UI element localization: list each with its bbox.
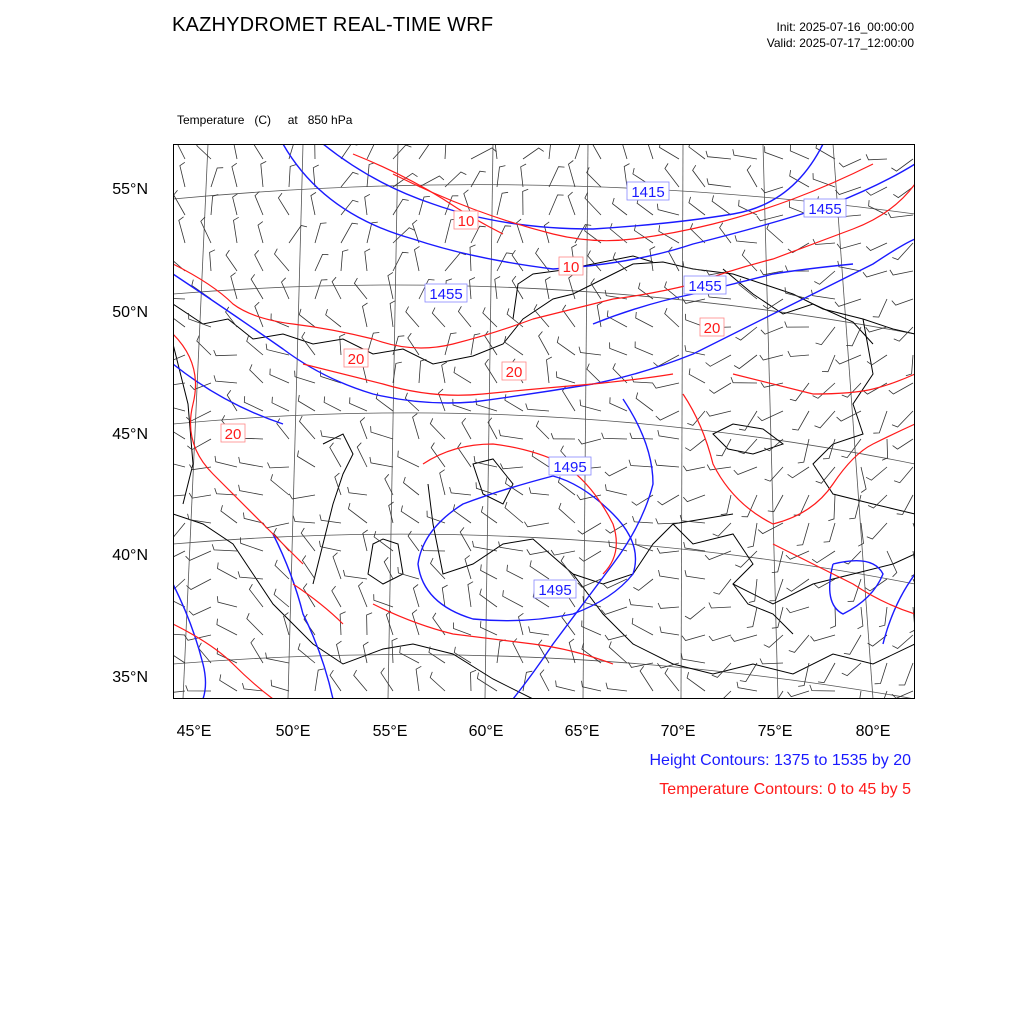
height-label-1455-w — [425, 284, 467, 303]
run-times — [767, 19, 914, 51]
height-label-1495-n — [549, 457, 591, 476]
svg-text:1455: 1455 — [688, 278, 722, 295]
valid-time: Valid: 2025-07-17_12:00:00 — [766, 36, 914, 50]
weather-map — [173, 144, 915, 699]
height-contour-legend: Height Contours: 1375 to 1535 by 20 — [649, 752, 911, 769]
lon-label-45: 45°E — [176, 723, 212, 740]
height-label-1495-s — [534, 580, 576, 599]
map-title: KAZHYDROMET REAL-TIME WRF — [172, 14, 494, 36]
temp-label-20-ne — [700, 318, 724, 337]
temp-label-10-w — [454, 211, 478, 230]
svg-text:1455: 1455 — [429, 286, 463, 303]
lat-label-40: 40°N — [112, 547, 148, 564]
temperature-contour-legend: Temperature Contours: 0 to 45 by 5 — [659, 781, 911, 798]
lon-label-75: 75°E — [757, 723, 793, 740]
lon-label-65: 65°E — [564, 723, 600, 740]
svg-text:1495: 1495 — [538, 582, 572, 599]
lon-label-55: 55°E — [372, 723, 408, 740]
temp-label-20-e — [502, 362, 526, 381]
lat-label-55: 55°N — [112, 181, 148, 198]
lat-label-45: 45°N — [112, 426, 148, 443]
svg-text:1415: 1415 — [631, 184, 665, 201]
field-temperature: Temperature (C) at 850 hPa — [177, 113, 353, 127]
lat-label-35: 35°N — [112, 669, 148, 686]
init-time: Init: 2025-07-16_00:00:00 — [776, 20, 914, 34]
lat-label-50: 50°N — [112, 304, 148, 321]
lon-label-50: 50°E — [275, 723, 311, 740]
height-label-1415 — [627, 182, 669, 201]
svg-text:20: 20 — [703, 320, 721, 337]
svg-text:10: 10 — [457, 213, 475, 230]
lon-label-80: 80°E — [855, 723, 891, 740]
lon-label-60: 60°E — [468, 723, 504, 740]
temp-label-10-e — [559, 257, 583, 276]
svg-text:1455: 1455 — [808, 201, 842, 218]
svg-text:1495: 1495 — [553, 459, 587, 476]
svg-text:20: 20 — [505, 364, 523, 381]
lon-label-70: 70°E — [660, 723, 696, 740]
temp-label-20-c — [344, 349, 368, 368]
height-label-1455-c — [684, 276, 726, 295]
svg-text:10: 10 — [562, 259, 580, 276]
svg-text:20: 20 — [347, 351, 365, 368]
temp-label-20-w — [221, 424, 245, 443]
height-label-1455-ne — [804, 199, 846, 218]
svg-text:20: 20 — [224, 426, 242, 443]
